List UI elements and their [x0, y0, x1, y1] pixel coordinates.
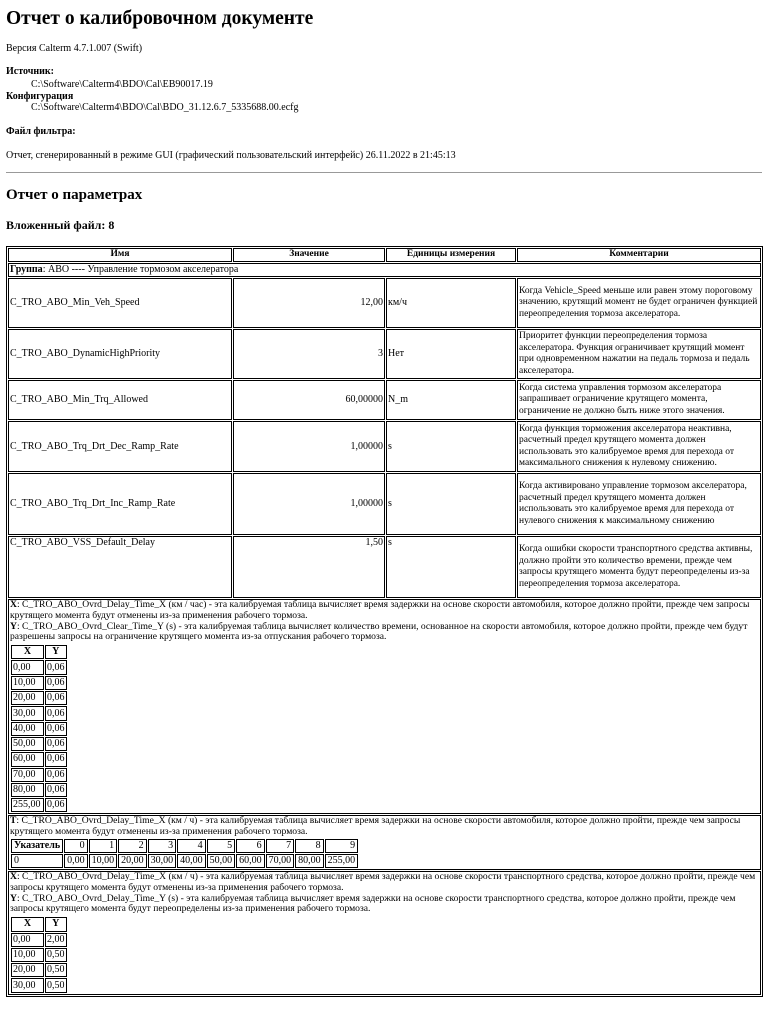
x-axis-description — [10, 872, 759, 894]
y-cell: 0,50 — [45, 948, 67, 962]
x-cell: 30,00 — [11, 978, 44, 992]
param-name: C_TRO_ABO_VSS_Default_Delay — [8, 536, 232, 598]
value-cell: 30,00 — [148, 854, 177, 868]
x-cell: 60,00 — [11, 752, 44, 766]
param-name: C_TRO_ABO_Trq_Drt_Dec_Ramp_Rate — [8, 421, 232, 472]
param-unit: s — [386, 473, 516, 535]
param-comment: Когда ошибки скорости транспортного средства активны, должно пройти это количество времени, прежде чем запросы крутящего момента будут переопределены из-за переопределения тормоза акселератора. — [517, 536, 761, 598]
table-row — [8, 278, 761, 328]
x-cell: 0,00 — [11, 660, 44, 674]
lookup-section-3 — [8, 871, 761, 995]
param-unit: N_m — [386, 380, 516, 420]
lookup-section-2-cell — [8, 815, 761, 870]
x-cell: 20,00 — [11, 963, 44, 977]
param-comment: Когда активировано управление тормозом акселератора, расчетный предел крутящего момента должен использовать это калибруемое время для перехода от нулевого снижения к максимальному снижению — [517, 473, 761, 535]
xy-head-y: Y — [45, 917, 67, 931]
y-cell: 0,06 — [45, 783, 67, 797]
y-key: Y — [10, 892, 17, 904]
value-cell: 70,00 — [266, 854, 295, 868]
table-row — [11, 752, 67, 766]
table-row — [11, 722, 67, 736]
value-cell: 255,00 — [325, 854, 359, 868]
index-cell: 5 — [207, 839, 236, 853]
y-key: Y — [10, 620, 17, 632]
xy-header-row — [11, 645, 67, 659]
param-value: 12,00 — [233, 278, 385, 328]
generated-text: Отчет, сгенерированный в режиме GUI (графический пользовательский интерфейс) 26.11.2022 в 21:45:13 — [6, 150, 456, 161]
group-label: Группа — [10, 264, 43, 275]
lookup-section-1-cell — [8, 599, 761, 814]
table-row — [8, 473, 761, 535]
col-header-name: Имя — [8, 248, 232, 262]
xy-header-row — [11, 917, 67, 931]
x-axis-description — [10, 600, 759, 622]
xy-head-x: X — [11, 645, 44, 659]
table-row — [11, 963, 67, 977]
value-cell: 50,00 — [207, 854, 236, 868]
table-row — [8, 421, 761, 472]
x-key: X — [10, 599, 17, 610]
table-row — [11, 854, 358, 868]
col-header-value: Значение — [233, 248, 385, 262]
col-header-units: Единицы измерения — [386, 248, 516, 262]
param-comment: Когда Vehicle_Speed меньше или равен этому пороговому значению, крутящий момент не будет ограничен функцией переопределения тормоза акселератора. — [517, 278, 761, 328]
page-title: Отчет о калибровочном документе — [6, 8, 314, 29]
t-description — [10, 816, 759, 838]
params-heading: Отчет о параметрах — [6, 187, 143, 203]
value-cell: 80,00 — [295, 854, 324, 868]
param-name: C_TRO_ABO_Trq_Drt_Inc_Ramp_Rate — [8, 473, 232, 535]
divider — [6, 172, 762, 173]
x-text: : C_TRO_ABO_Ovrd_Delay_Time_X (км / час) - эта калибруемая таблица вычисляет время задержки на основе скорости автомобиля, которое должно пройти, прежде чем запросы крутящего момента будут отменены из-за применения рабочего тормоза. — [10, 599, 750, 621]
config-label: Конфигурация — [6, 91, 74, 102]
table-row — [11, 737, 67, 751]
y-cell: 0,06 — [45, 722, 67, 736]
config-path: C:\Software\Calterm4\BDO\Cal\BDO_31.12.6.7_5335688.00.ecfg — [31, 102, 299, 113]
x-cell: 40,00 — [11, 722, 44, 736]
t-text: : C_TRO_ABO_Ovrd_Delay_Time_X (км / ч) - эта калибруемая таблица вычисляет время задержки на основе скорости автомобиля, которое должно пройти, прежде чем запросы крутящего момента будут отменены из-за применения рабочего тормоза. — [10, 815, 741, 838]
table-header-row — [8, 248, 761, 262]
x-text: : C_TRO_ABO_Ovrd_Delay_Time_X (км / ч) - эта калибруемая таблица вычисляет время задержки на основе скорости транспортного средства, которое должно пройти, прежде чем запросы крутящего момента будут отменены из-за применения рабочего тормоза. — [10, 871, 756, 893]
xy-table-3 — [10, 916, 68, 993]
index-table — [10, 838, 359, 869]
value-cell: 40,00 — [177, 854, 206, 868]
index-cell: 1 — [89, 839, 118, 853]
y-cell: 0,06 — [45, 768, 67, 782]
param-value: 60,00000 — [233, 380, 385, 420]
param-name: C_TRO_ABO_Min_Trq_Allowed — [8, 380, 232, 420]
t-key: T — [10, 815, 17, 827]
x-cell: 70,00 — [11, 768, 44, 782]
table-row — [8, 536, 761, 598]
x-cell: 10,00 — [11, 948, 44, 962]
index-cell: 6 — [236, 839, 265, 853]
x-cell: 30,00 — [11, 706, 44, 720]
index-cell: 9 — [325, 839, 359, 853]
parameters-table — [6, 246, 763, 997]
x-cell: 20,00 — [11, 691, 44, 705]
y-cell: 0,06 — [45, 706, 67, 720]
group-value: : ABO ---- Управление тормозом акселератора — [42, 264, 239, 275]
group-row — [8, 263, 761, 277]
index-cell: 2 — [118, 839, 147, 853]
col-header-comments: Комментарии — [517, 248, 761, 262]
embedded-file-heading: Вложенный файл: 8 — [6, 218, 115, 232]
param-name: C_TRO_ABO_Min_Veh_Speed — [8, 278, 232, 328]
source-label: Источник: — [6, 66, 54, 77]
param-unit: км/ч — [386, 278, 516, 328]
param-comment: Приоритет функции переопределения тормоза акселератора. Функция ограничивает крутящий момент при одновременном нажатии на педаль тормоза и педаль акселератора. — [517, 329, 761, 379]
table-row — [11, 676, 67, 690]
lookup-section-2 — [8, 815, 761, 870]
lookup-section-1 — [8, 599, 761, 814]
value-cell: 20,00 — [118, 854, 147, 868]
y-text: : C_TRO_ABO_Ovrd_Clear_Time_Y (s) - эта калибруемая таблица вычисляет количество времени, основанное на скорости автомобиля, которое должно пройти, прежде чем будут разрешены запросы на ограничение крутящего момента из-за отпускания рабочего тормоза. — [10, 620, 748, 643]
y-axis-description — [10, 622, 759, 644]
y-cell: 0,06 — [45, 752, 67, 766]
y-cell: 0,06 — [45, 798, 67, 812]
y-text: : C_TRO_ABO_Ovrd_Delay_Time_Y (s) - эта калибруемая таблица вычисляет время задержки на основе скорости транспортного средства, которое должно пройти, прежде чем запросы крутящего момента будут переопределены из-за применения рабочего тормоза. — [10, 892, 736, 915]
index-label: Указатель — [11, 839, 63, 853]
xy-head-y: Y — [45, 645, 67, 659]
param-comment: Когда функция торможения акселератора неактивна, расчетный предел крутящего момента должен использовать это калибруемое время для перехода от максимального снижения к нулевому снижению. — [517, 421, 761, 472]
index-cell: 8 — [295, 839, 324, 853]
x-key: X — [10, 871, 17, 883]
table-row — [11, 978, 67, 992]
xy-head-x: X — [11, 917, 44, 931]
index-header-row — [11, 839, 358, 853]
index-cell: 7 — [266, 839, 295, 853]
y-cell: 2,00 — [45, 933, 67, 947]
index-cell: 3 — [148, 839, 177, 853]
param-unit: s — [386, 536, 516, 598]
x-cell: 50,00 — [11, 737, 44, 751]
index-cell: 0 — [64, 839, 88, 853]
x-cell: 10,00 — [11, 676, 44, 690]
value-cell: 10,00 — [89, 854, 118, 868]
param-unit: s — [386, 421, 516, 472]
source-path: C:\Software\Calterm4\BDO\Cal\EB90017.19 — [31, 79, 213, 90]
table-row — [11, 783, 67, 797]
y-cell: 0,50 — [45, 978, 67, 992]
table-row — [11, 948, 67, 962]
param-name: C_TRO_ABO_DynamicHighPriority — [8, 329, 232, 379]
param-value: 1,00000 — [233, 421, 385, 472]
param-value: 1,00000 — [233, 473, 385, 535]
table-row — [8, 329, 761, 379]
table-row — [11, 768, 67, 782]
table-row — [11, 798, 67, 812]
y-cell: 0,06 — [45, 691, 67, 705]
table-row — [11, 691, 67, 705]
x-cell: 255,00 — [11, 798, 44, 812]
param-comment: Когда система управления тормозом акселератора запрашивает ограничение крутящего момента, ограничение не должно быть ниже этого значения. — [517, 380, 761, 420]
table-row — [11, 660, 67, 674]
x-cell: 80,00 — [11, 783, 44, 797]
param-value: 1,50 — [233, 536, 385, 598]
y-cell: 0,50 — [45, 963, 67, 977]
y-cell: 0,06 — [45, 676, 67, 690]
y-axis-description — [10, 894, 759, 916]
table-row — [11, 933, 67, 947]
value-cell: 60,00 — [236, 854, 265, 868]
param-value: 3 — [233, 329, 385, 379]
lookup-section-3-cell — [8, 871, 761, 995]
index-cell: 4 — [177, 839, 206, 853]
y-cell: 0,06 — [45, 660, 67, 674]
xy-table-1 — [10, 644, 68, 813]
param-unit: Нет — [386, 329, 516, 379]
table-row — [11, 706, 67, 720]
x-cell: 0,00 — [11, 933, 44, 947]
filter-label: Файл фильтра: — [6, 126, 76, 137]
version-text: Версия Calterm 4.7.1.007 (Swift) — [6, 43, 143, 54]
table-row — [8, 380, 761, 420]
group-cell — [8, 263, 761, 277]
value-cell: 0,00 — [64, 854, 88, 868]
row-label: 0 — [11, 854, 63, 868]
y-cell: 0,06 — [45, 737, 67, 751]
